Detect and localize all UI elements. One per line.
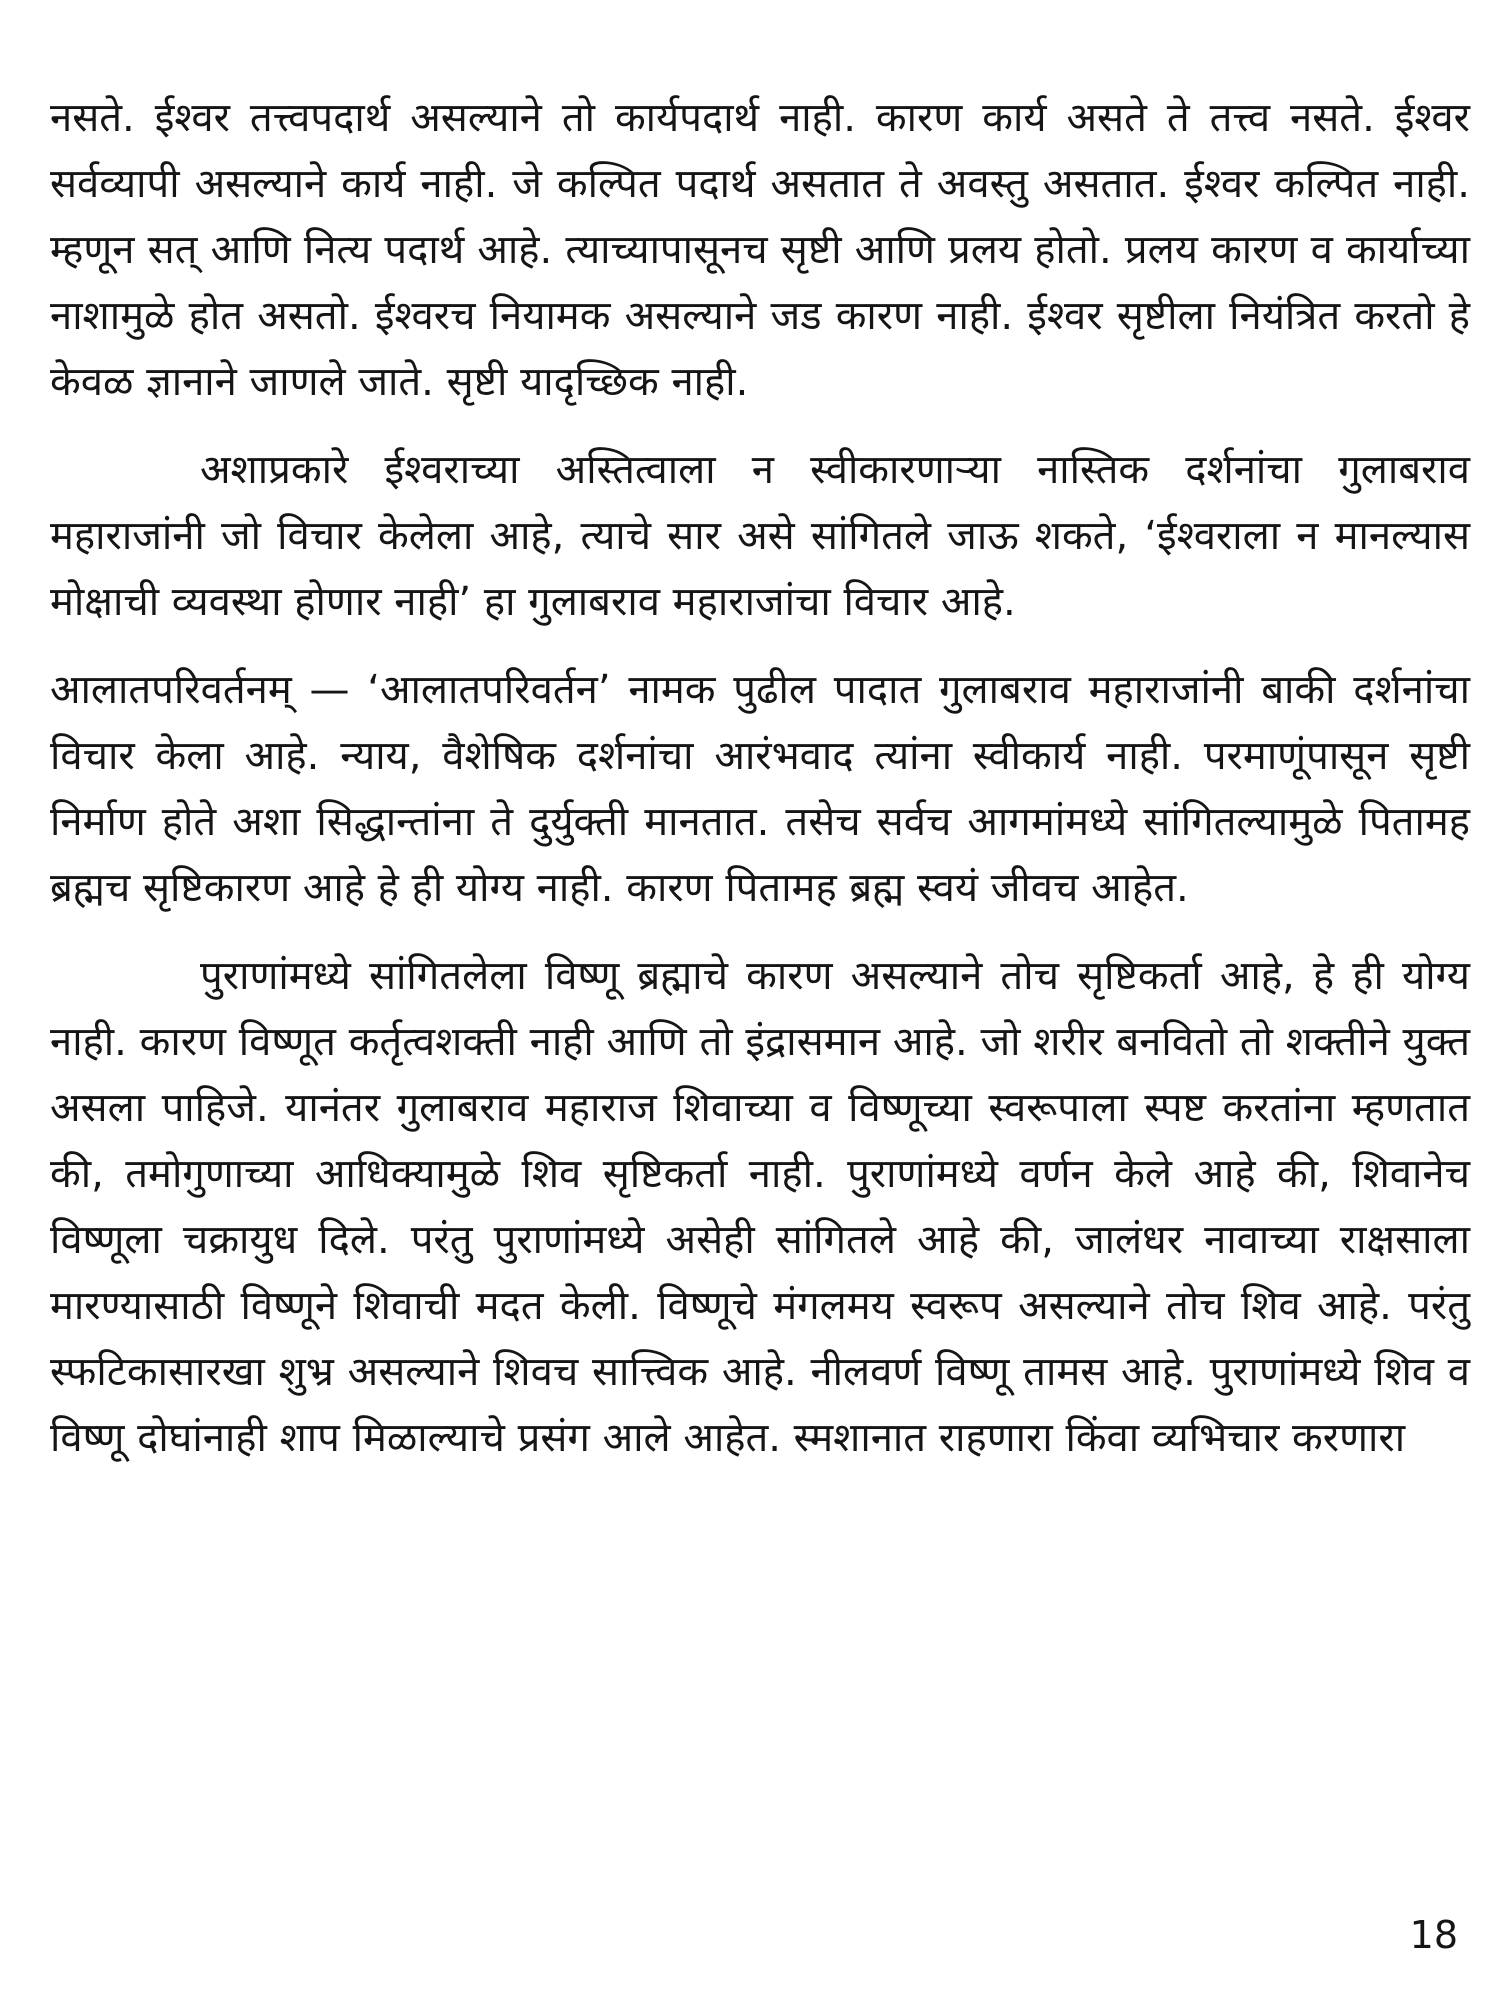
paragraph-vishnu-shiva: पुराणांमध्ये सांगितलेला विष्णू ब्रह्माचे कारण असल्याने तोच सृष्टिकर्ता आहे, हे ही योग्य नाही. कारण विष्णूत कर्तृत्वशक्ती नाही आणि तो इंद्रासमान आहे. जो शरीर बनवितो तो शक्तीने युक्त असला पाहिजे. यानंतर गुलाबराव महाराज शिवाच्या व विष्णूच्या स्वरूपाला स्पष्ट करतांना म्हणतात की, तमोगुणाच्या आधिक्यामुळे शिव सृष्टिकर्ता नाही. पुराणांमध्ये वर्णन केले आहे की, शिवानेच विष्णूला चक्रायुध दिले. परंतु पुराणांमध्ये असेही सांगितले आहे की, जालंधर नावाच्या राक्षसाला मारण्यासाठी विष्णूने शिवाची मदत केली. विष्णूचे मंगलमय स्वरूप असल्याने तोच शिव आहे. परंतु स्फटिकासारखा शुभ्र असल्याने शिवच सात्त्विक आहे. नीलवर्ण विष्णू तामस आहे. पुराणांमध्ये शिव व विष्णू दोघांनाही शाप मिळाल्याचे प्रसंग आले आहेत. स्मशानात राहणारा किंवा व्यभिचार करणारा bbox=[50, 953, 1470, 1461]
paragraph-atheist-philosophies: अशाप्रकारे ईश्वराच्या अस्तित्वाला न स्वीकारणाऱ्या नास्तिक दर्शनांचा गुलाबराव महाराजांनी जो विचार केलेला आहे, त्याचे सार असे सांगितले जाऊ शकते, ‘ईश्वराला न मानल्यास मोक्षाची व्यवस्था होणार नाही’ हा गुलाबराव महाराजांचा विचार आहे. bbox=[50, 447, 1470, 625]
page-number: 18 bbox=[1409, 1913, 1458, 1957]
page-body bbox=[50, 85, 1470, 1471]
paragraph-alatparivartanam: आलातपरिवर्तनम् — ‘आलातपरिवर्तन’ नामक पुढील पादात गुलाबराव महाराजांनी बाकी दर्शनांचा विचार केला आहे. न्याय, वैशेषिक दर्शनांचा आरंभवाद त्यांना स्वीकार्य नाही. परमाणूंपासून सृष्टी निर्माण होते अशा सिद्धान्तांना ते दुर्युक्ती मानतात. तसेच सर्वच आगमांमध्ये सांगितल्यामुळे पितामह ब्रह्मच सृष्टिकारण आहे हे ही योग्य नाही. कारण पितामह ब्रह्म स्वयं जीवच आहेत. bbox=[50, 667, 1470, 911]
paragraph-continuation: नसते. ईश्वर तत्त्वपदार्थ असल्याने तो कार्यपदार्थ नाही. कारण कार्य असते ते तत्त्व नसते. ईश्वर सर्वव्यापी असल्याने कार्य नाही. जे कल्पित पदार्थ असतात ते अवस्तु असतात. ईश्वर कल्पित नाही. म्हणून सत् आणि नित्य पदार्थ आहे. त्याच्यापासूनच सृष्टी आणि प्रलय होतो. प्रलय कारण व कार्याच्या नाशामुळे होत असतो. ईश्वरच नियामक असल्याने जड कारण नाही. ईश्वर सृष्टीला नियंत्रित करतो हे केवळ ज्ञानाने जाणले जाते. सृष्टी यादृच्छिक नाही. bbox=[50, 95, 1470, 405]
